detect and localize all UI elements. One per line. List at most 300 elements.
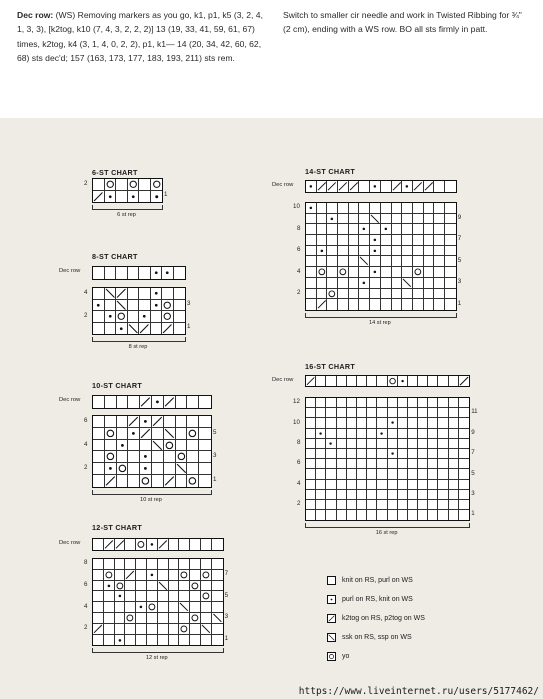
purl-cell: [370, 181, 381, 192]
knit-cell: [179, 613, 190, 624]
yo-symbol-icon: [327, 652, 336, 661]
purl-cell: [326, 439, 336, 449]
knit-cell: [381, 181, 392, 192]
knit-cell: [179, 581, 190, 592]
knit-cell: [139, 179, 151, 191]
knit-cell: [174, 267, 186, 279]
c16-row-number: 3: [471, 489, 475, 497]
knit-cell: [187, 451, 199, 463]
knit-cell: [438, 459, 448, 469]
knit-cell: [347, 459, 357, 469]
legend-item: [327, 574, 413, 586]
knit-cell: [201, 613, 212, 624]
k2tog-cell: [116, 288, 128, 300]
k2tog-cell: [459, 376, 469, 386]
knit-cell: [187, 440, 199, 452]
c16-title: 16-ST CHART: [305, 362, 356, 371]
knit-cell: [398, 469, 408, 479]
knit-cell: [357, 459, 367, 469]
c16-row-number: 1: [471, 510, 475, 518]
knit-cell: [359, 299, 370, 310]
knit-cell: [93, 463, 105, 475]
yo-cell: [201, 591, 212, 602]
legend-item: [327, 650, 349, 662]
knit-cell: [349, 235, 360, 246]
knit-cell: [445, 246, 456, 257]
k2tog-cell: [128, 416, 140, 428]
k2tog-cell: [125, 570, 136, 581]
knit-cell: [367, 510, 377, 520]
knit-cell: [381, 246, 392, 257]
yo-cell: [105, 428, 117, 440]
knit-cell: [392, 299, 403, 310]
knit-cell: [449, 480, 459, 490]
knit-cell: [377, 376, 387, 386]
knit-cell: [164, 416, 176, 428]
knit-cell: [306, 490, 316, 500]
knit-cell: [449, 398, 459, 408]
knit-cell: [104, 591, 115, 602]
purl-cell: [370, 235, 381, 246]
knit-cell: [445, 299, 456, 310]
knit-cell: [93, 323, 105, 335]
purl-cell: [162, 267, 174, 279]
yo-cell: [327, 289, 338, 300]
knit-cell: [162, 288, 174, 300]
knit-cell: [428, 418, 438, 428]
knit-cell: [201, 559, 212, 570]
knit-cell: [367, 439, 377, 449]
purl-cell: [317, 246, 328, 257]
yo-cell: [187, 428, 199, 440]
knit-cell: [337, 418, 347, 428]
knit-cell: [151, 323, 163, 335]
knit-cell: [424, 267, 435, 278]
knit-cell: [174, 300, 186, 312]
purl-cell: [140, 463, 152, 475]
knit-cell: [459, 500, 469, 510]
c16-row-number: 4: [297, 479, 301, 487]
knit-cell: [418, 398, 428, 408]
knit-cell: [190, 539, 201, 550]
knit-cell: [424, 246, 435, 257]
purl-cell: [398, 376, 408, 386]
purl-cell: [139, 311, 151, 323]
knit-cell: [398, 408, 408, 418]
purl-cell: [377, 429, 387, 439]
yo-cell: [164, 440, 176, 452]
dec-row-text: (WS) Removing markers as you go, k1, p1, k5 (3, 2, 4, 1, 3, 3), [k2tog, k10 (7, 4, 3, 2, 2, 2)] 13 (19, 33, 41, 59, 61, 67) times, k2tog, k4 (3, 1, 4, 0, 2, 2), p1, k1— 14 (20, 34, 42, 60, 62, 68) sts dec'd; 157 (163, 173, 177, 183, 193, 211) sts rem.: [17, 10, 263, 63]
c14-dec-row: [305, 180, 457, 193]
c12-row-number: 2: [84, 624, 88, 632]
c14-row-number: 2: [297, 288, 301, 296]
knit-cell: [306, 398, 316, 408]
yo-cell: [105, 179, 117, 191]
knit-cell: [306, 469, 316, 479]
knit-cell: [367, 490, 377, 500]
knit-cell: [434, 224, 445, 235]
knit-cell: [158, 559, 169, 570]
k2tog-cell: [338, 181, 349, 192]
knit-cell: [190, 559, 201, 570]
knit-cell: [377, 459, 387, 469]
knit-cell: [357, 439, 367, 449]
yo-cell: [162, 311, 174, 323]
knit-cell: [169, 581, 180, 592]
knit-cell: [306, 224, 317, 235]
knit-cell: [428, 449, 438, 459]
legend-text: ssk on RS, ssp on WS: [342, 633, 412, 641]
knit-cell: [125, 539, 136, 550]
knit-cell: [434, 289, 445, 300]
c10-rep-bracket: [92, 490, 212, 495]
chart-sheet: [0, 118, 543, 699]
knit-cell: [370, 203, 381, 214]
knit-cell: [199, 428, 211, 440]
knit-cell: [190, 591, 201, 602]
c8-row-number: 2: [84, 311, 88, 319]
knit-cell: [128, 396, 140, 408]
knit-cell: [428, 439, 438, 449]
knit-cell: [115, 602, 126, 613]
knit-cell: [125, 591, 136, 602]
knit-cell: [388, 429, 398, 439]
c16-row-number: 7: [471, 449, 475, 457]
knit-cell: [316, 398, 326, 408]
knit-cell: [418, 500, 428, 510]
c12-row-number: 8: [84, 559, 88, 567]
c8-row-number: 4: [84, 288, 88, 296]
knit-cell: [359, 267, 370, 278]
knit-cell: [158, 635, 169, 646]
knit-cell: [317, 214, 328, 225]
knit-cell: [398, 449, 408, 459]
knit-cell: [326, 480, 336, 490]
legend-item: [327, 593, 413, 605]
knit-cell: [115, 613, 126, 624]
knit-cell: [367, 418, 377, 428]
purl-cell: [117, 440, 129, 452]
c8-dec-row: [92, 266, 186, 280]
knit-cell: [93, 635, 104, 646]
knit-cell: [459, 449, 469, 459]
knit-symbol-icon: [327, 576, 336, 585]
k2tog-cell: [140, 396, 152, 408]
knit-cell: [317, 224, 328, 235]
knit-cell: [306, 439, 316, 449]
k2tog-cell: [317, 299, 328, 310]
knit-cell: [445, 256, 456, 267]
knit-cell: [377, 408, 387, 418]
knit-cell: [449, 439, 459, 449]
knit-cell: [347, 376, 357, 386]
knit-cell: [199, 475, 211, 487]
knit-cell: [438, 418, 448, 428]
knit-cell: [158, 602, 169, 613]
knit-cell: [338, 235, 349, 246]
knit-cell: [347, 429, 357, 439]
knit-cell: [136, 591, 147, 602]
knit-cell: [327, 224, 338, 235]
k2tog-cell: [327, 181, 338, 192]
knit-cell: [93, 440, 105, 452]
knit-cell: [169, 591, 180, 602]
knit-cell: [434, 256, 445, 267]
knit-cell: [349, 299, 360, 310]
knit-cell: [398, 439, 408, 449]
knit-cell: [306, 459, 316, 469]
knit-cell: [337, 408, 347, 418]
knit-cell: [327, 267, 338, 278]
knit-cell: [377, 500, 387, 510]
ssk-symbol-icon: [327, 633, 336, 642]
knit-cell: [158, 570, 169, 581]
knit-cell: [115, 624, 126, 635]
knit-cell: [176, 440, 188, 452]
k2tog-cell: [306, 376, 316, 386]
knit-cell: [392, 278, 403, 289]
yo-cell: [125, 613, 136, 624]
yo-cell: [201, 570, 212, 581]
knit-cell: [128, 440, 140, 452]
knit-cell: [357, 429, 367, 439]
knit-cell: [115, 570, 126, 581]
c10-grid: [92, 415, 212, 488]
knit-cell: [317, 235, 328, 246]
knit-cell: [164, 451, 176, 463]
knit-cell: [316, 500, 326, 510]
knit-cell: [381, 235, 392, 246]
knit-cell: [104, 602, 115, 613]
knit-cell: [337, 480, 347, 490]
knit-cell: [174, 288, 186, 300]
knit-cell: [424, 256, 435, 267]
knit-cell: [449, 376, 459, 386]
knit-cell: [147, 613, 158, 624]
knit-cell: [338, 299, 349, 310]
knit-cell: [357, 398, 367, 408]
knit-cell: [418, 418, 428, 428]
knit-cell: [316, 490, 326, 500]
knit-cell: [367, 459, 377, 469]
knit-cell: [438, 439, 448, 449]
c10-title: 10-ST CHART: [92, 381, 143, 390]
knit-cell: [104, 635, 115, 646]
ssk-cell: [176, 463, 188, 475]
knit-cell: [93, 396, 105, 408]
knit-cell: [93, 581, 104, 592]
k2tog-cell: [317, 181, 328, 192]
c10-row-number: 2: [84, 464, 88, 472]
knit-cell: [402, 203, 413, 214]
c14-row-number: 8: [297, 224, 301, 232]
knit-cell: [201, 581, 212, 592]
knit-cell: [413, 299, 424, 310]
knit-cell: [117, 396, 129, 408]
knit-cell: [367, 469, 377, 479]
knit-cell: [158, 613, 169, 624]
knit-cell: [347, 439, 357, 449]
knit-cell: [418, 408, 428, 418]
knit-cell: [152, 475, 164, 487]
knit-cell: [349, 203, 360, 214]
knit-cell: [438, 408, 448, 418]
c14-title: 14-ST CHART: [305, 167, 356, 176]
knit-cell: [381, 214, 392, 225]
knit-cell: [176, 396, 188, 408]
knit-cell: [370, 278, 381, 289]
c16-row-number: 10: [293, 418, 300, 426]
knit-cell: [413, 278, 424, 289]
knit-cell: [367, 449, 377, 459]
purl-cell: [151, 288, 163, 300]
purl-cell: [136, 602, 147, 613]
knit-cell: [136, 581, 147, 592]
knit-cell: [424, 278, 435, 289]
knit-cell: [104, 624, 115, 635]
knit-cell: [388, 459, 398, 469]
purl-cell: [147, 570, 158, 581]
knit-cell: [93, 428, 105, 440]
knit-cell: [187, 416, 199, 428]
yo-cell: [136, 539, 147, 550]
knit-cell: [357, 449, 367, 459]
knit-cell: [93, 179, 105, 191]
k2tog-cell: [152, 416, 164, 428]
c8-rep-label: 8 st rep: [128, 344, 148, 350]
knit-cell: [306, 480, 316, 490]
c12-dec-row: [92, 538, 224, 551]
knit-cell: [357, 480, 367, 490]
knit-cell: [445, 289, 456, 300]
legend-item: [327, 612, 425, 624]
purl-cell: [388, 449, 398, 459]
legend-text: yo: [342, 652, 350, 660]
knit-cell: [449, 469, 459, 479]
c10-dec-row: [92, 395, 212, 409]
c14-dec-label: Dec row: [272, 182, 294, 188]
legend-text: knit on RS, purl on WS: [342, 576, 413, 584]
knit-cell: [398, 510, 408, 520]
knit-cell: [428, 459, 438, 469]
c16-row-number: 9: [471, 428, 475, 436]
knit-cell: [445, 235, 456, 246]
knit-cell: [459, 469, 469, 479]
c12-rep-label: 12 st rep: [145, 655, 168, 662]
knit-cell: [93, 559, 104, 570]
knit-cell: [326, 490, 336, 500]
knit-cell: [370, 289, 381, 300]
knit-cell: [125, 624, 136, 635]
knit-cell: [449, 429, 459, 439]
knit-cell: [357, 500, 367, 510]
knit-cell: [434, 299, 445, 310]
knit-cell: [316, 480, 326, 490]
knit-cell: [136, 559, 147, 570]
legend-item: [327, 631, 412, 643]
knit-cell: [398, 480, 408, 490]
purl-cell: [105, 311, 117, 323]
c16-row-number: 11: [471, 408, 478, 416]
knit-cell: [408, 449, 418, 459]
knit-cell: [93, 267, 105, 279]
knit-cell: [445, 267, 456, 278]
knit-cell: [408, 500, 418, 510]
knit-cell: [349, 246, 360, 257]
c16-dec-row: [305, 375, 470, 387]
knit-cell: [316, 408, 326, 418]
c6-row-number: 1: [164, 191, 168, 199]
knit-cell: [337, 510, 347, 520]
ssk-cell: [201, 624, 212, 635]
knit-cell: [377, 510, 387, 520]
knit-cell: [338, 289, 349, 300]
ssk-cell: [128, 323, 140, 335]
c14-rep-label: 14 st rep: [369, 320, 391, 326]
c8-dec-label: Dec row: [59, 268, 81, 274]
knit-cell: [424, 224, 435, 235]
c12-dec-label: Dec row: [59, 540, 81, 546]
knit-cell: [136, 624, 147, 635]
knit-cell: [176, 428, 188, 440]
yo-cell: [317, 267, 328, 278]
c14-rep-bracket: [305, 313, 457, 318]
c12-row-number: 4: [84, 602, 88, 610]
c16-row-number: 2: [297, 500, 301, 508]
knit-cell: [347, 490, 357, 500]
knit-cell: [347, 500, 357, 510]
knit-cell: [445, 214, 456, 225]
knit-cell: [438, 429, 448, 439]
knit-cell: [449, 449, 459, 459]
c6-rep-bracket: [92, 205, 163, 210]
knit-cell: [449, 418, 459, 428]
knit-cell: [459, 459, 469, 469]
knit-cell: [381, 203, 392, 214]
knit-cell: [408, 469, 418, 479]
knit-cell: [306, 235, 317, 246]
c16-rep-bracket: [305, 523, 470, 528]
knit-cell: [357, 469, 367, 479]
knit-cell: [434, 235, 445, 246]
knit-cell: [327, 278, 338, 289]
knit-cell: [169, 624, 180, 635]
knit-cell: [93, 570, 104, 581]
knit-cell: [381, 289, 392, 300]
ssk-cell: [158, 581, 169, 592]
knit-cell: [408, 398, 418, 408]
knit-cell: [104, 559, 115, 570]
knit-cell: [337, 500, 347, 510]
knit-cell: [459, 429, 469, 439]
purl-cell: [128, 428, 140, 440]
knit-cell: [349, 267, 360, 278]
purl-cell: [140, 416, 152, 428]
knit-cell: [93, 311, 105, 323]
knit-cell: [398, 429, 408, 439]
knit-cell: [139, 300, 151, 312]
knit-cell: [392, 214, 403, 225]
knit-cell: [408, 408, 418, 418]
knit-cell: [326, 418, 336, 428]
knit-cell: [140, 440, 152, 452]
knit-cell: [337, 459, 347, 469]
knit-cell: [326, 500, 336, 510]
knit-cell: [125, 559, 136, 570]
knit-cell: [306, 256, 317, 267]
ssk-cell: [179, 602, 190, 613]
knit-cell: [326, 429, 336, 439]
